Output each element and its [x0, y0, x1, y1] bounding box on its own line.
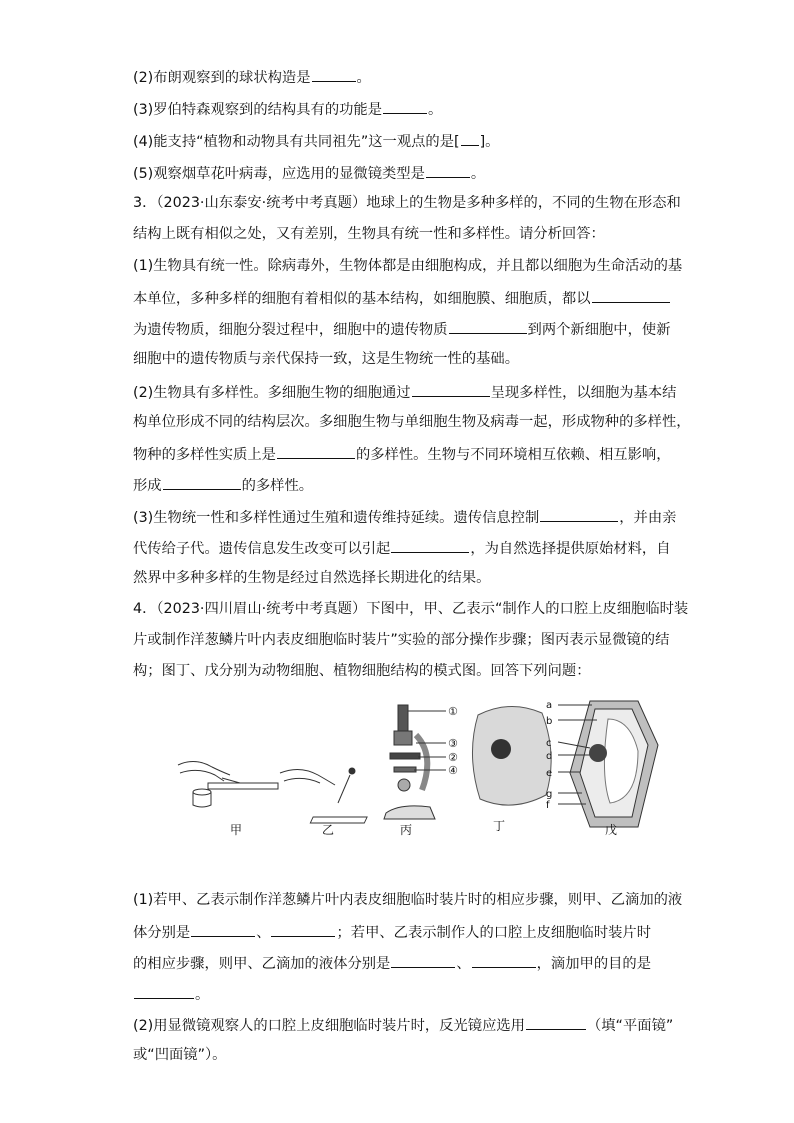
q2-item-3: [133, 98, 442, 120]
q3-line-7-end: 呈现多样性，以细胞为基本结: [490, 385, 677, 401]
q4-part1-line-2-text: 体分别是: [133, 925, 191, 941]
figure-svg: [160, 695, 660, 840]
q4-part2-line-1: [133, 1014, 673, 1036]
q3-line-9-end: 的多样性。生物与不同环境相互依赖、相互影响，: [355, 447, 671, 463]
answer-blank[interactable]: [592, 287, 670, 303]
q4-part1-line-3-end: ，滴加甲的目的是: [536, 956, 652, 972]
q3-line-7-text: (2)生物具有多样性。多细胞生物的细胞通过: [133, 385, 411, 401]
answer-blank[interactable]: [391, 952, 455, 968]
cell-label-d: d: [546, 751, 553, 762]
answer-blank[interactable]: [526, 1014, 586, 1030]
q4-part2-line-2: 或“凹面镜”）。: [133, 1047, 227, 1063]
answer-blank[interactable]: [134, 983, 194, 999]
q4-part1-line-3: [133, 952, 651, 974]
answer-blank[interactable]: [383, 98, 427, 114]
caption-yi: 乙: [322, 823, 335, 837]
q3-line-1: 3．（2023·山东泰安·统考中考真题）地球上的生物是多种多样的，不同的生物在形态和: [133, 195, 681, 211]
q4-part2-line-1-end: （填“平面镜”: [586, 1018, 674, 1034]
q3-line-5: [133, 318, 671, 340]
caption-jia: 甲: [230, 823, 243, 837]
q4-part2-line-1-text: (2)用显微镜观察人的口腔上皮细胞临时装片时，反光镜应选用: [133, 1018, 525, 1034]
animal-cell-illustration: [472, 706, 551, 805]
answer-blank[interactable]: [449, 318, 527, 334]
q4-part1-line-2: [133, 921, 651, 943]
q4-part1-line-2-end: ；若甲、乙表示制作人的口腔上皮细胞临时装片时: [336, 925, 652, 941]
cell-label-f: f: [546, 800, 550, 811]
q3-line-2: 结构上既有相似之处，又有差别，生物具有统一性和多样性。请分析回答：: [133, 226, 605, 242]
answer-blank[interactable]: [191, 921, 255, 937]
q3-line-13: 然界中多种多样的生物是经过自然选择长期进化的结果。: [133, 570, 491, 586]
caption-wu: 戊: [605, 823, 618, 837]
answer-blank[interactable]: [540, 506, 618, 522]
q4-line-1: 4．（2023·四川眉山·统考中考真题）下图中，甲、乙表示“制作人的口腔上皮细胞临时装: [133, 601, 689, 617]
q4-part1-line-1: (1)若甲、乙表示制作洋葱鳞片叶内表皮细胞临时装片时的相应步骤，则甲、乙滴加的液: [133, 892, 683, 908]
q3-line-4: [133, 287, 671, 309]
q4-part1-line-4: [133, 983, 209, 1005]
answer-blank[interactable]: [461, 130, 479, 146]
q3-line-3: (1)生物具有统一性。除病毒外，生物体都是由细胞构成，并且都以细胞为生命活动的基: [133, 258, 683, 274]
answer-blank[interactable]: [271, 921, 335, 937]
step-yi-illustration: [280, 768, 367, 823]
answer-blank[interactable]: [426, 162, 470, 178]
q2-item-2-text: (2)布朗观察到的球状构造是: [133, 70, 311, 86]
q3-line-10: [133, 474, 313, 496]
step-jia-illustration: [178, 761, 278, 807]
answer-blank[interactable]: [472, 952, 536, 968]
scope-label-2: ②: [448, 751, 458, 764]
q4-line-3: 构；图丁、戊分别为动物细胞、植物细胞结构的模式图。回答下列问题：: [133, 663, 591, 679]
caption-ding: 丁: [493, 819, 506, 833]
q2-item-4-text: (4)能支持“植物和动物具有共同祖先”这一观点的是[: [133, 134, 460, 150]
q3-line-8: 构单位形成不同的结构层次。多细胞生物与单细胞生物及病毒一起，形成物种的多样性，: [133, 414, 691, 430]
answer-blank[interactable]: [163, 474, 241, 490]
q3-line-11-text: (3)生物统一性和多样性通过生殖和遗传维持延续。遗传信息控制: [133, 510, 540, 526]
q2-item-3-text: (3)罗伯特森观察到的结构具有的功能是: [133, 102, 382, 118]
plant-cell-illustration: [558, 701, 658, 827]
q2-item-5: [133, 162, 485, 184]
cell-label-c: c: [546, 738, 552, 749]
q3-line-12-end: ，为自然选择提供原始材料，自: [470, 541, 671, 557]
cell-label-e: e: [546, 768, 553, 779]
q3-line-10-text: 形成: [133, 478, 162, 494]
cell-label-g: g: [546, 789, 553, 800]
q3-line-11-end: ，并由亲: [619, 510, 677, 526]
caption-bing: 丙: [400, 823, 413, 837]
q3-line-9: [133, 443, 671, 465]
scope-label-1: ①: [448, 705, 458, 718]
q3-line-5-text: 为遗传物质，细胞分裂过程中，细胞中的遗传物质: [133, 322, 448, 338]
q2-item-4: [133, 130, 499, 152]
q3-line-7: [133, 381, 676, 403]
answer-blank[interactable]: [277, 443, 355, 459]
q3-line-6: 细胞中的遗传物质与亲代保持一致，这是生物统一性的基础。: [133, 351, 520, 367]
q3-line-5-end: 到两个新细胞中，使新: [527, 322, 671, 338]
scope-label-3: ③: [448, 737, 458, 750]
q2-item-4-end: ]。: [479, 134, 500, 150]
q3-line-12: [133, 537, 671, 559]
q2-item-2: [133, 66, 371, 88]
q3-line-4-text: 本单位，多种多样的细胞有着相似的基本结构，如细胞膜、细胞质，都以: [133, 291, 591, 307]
q3-line-10-end: 的多样性。: [241, 478, 314, 494]
q4-part1-line-4-end: 。: [195, 987, 210, 1003]
experiment-figure: [160, 695, 660, 840]
q4-part1-line-3-sep: 、: [456, 956, 471, 972]
cell-label-a: a: [546, 700, 553, 711]
q3-line-12-text: 代传给子代。遗传信息发生改变可以引起: [133, 541, 391, 557]
answer-blank[interactable]: [412, 381, 490, 397]
answer-blank[interactable]: [391, 537, 469, 553]
q2-item-2-end: 。: [356, 70, 371, 86]
scope-label-4: ④: [448, 764, 458, 777]
q3-line-11: [133, 506, 676, 528]
q4-part1-line-3-text: 的相应步骤，则甲、乙滴加的液体分别是: [133, 956, 391, 972]
q2-item-3-end: 。: [428, 102, 443, 118]
cell-label-b: b: [546, 716, 553, 727]
answer-blank[interactable]: [312, 66, 356, 82]
q4-part1-line-2-sep: 、: [256, 925, 271, 941]
microscope-illustration: [384, 705, 446, 819]
q2-item-5-text: (5)观察烟草花叶病毒，应选用的显微镜类型是: [133, 166, 425, 182]
q4-line-2: 片或制作洋葱鳞片叶内表皮细胞临时装片”实验的部分操作步骤；图丙表示显微镜的结: [133, 632, 670, 648]
q3-line-9-text: 物种的多样性实质上是: [133, 447, 276, 463]
q2-item-5-end: 。: [470, 166, 486, 182]
